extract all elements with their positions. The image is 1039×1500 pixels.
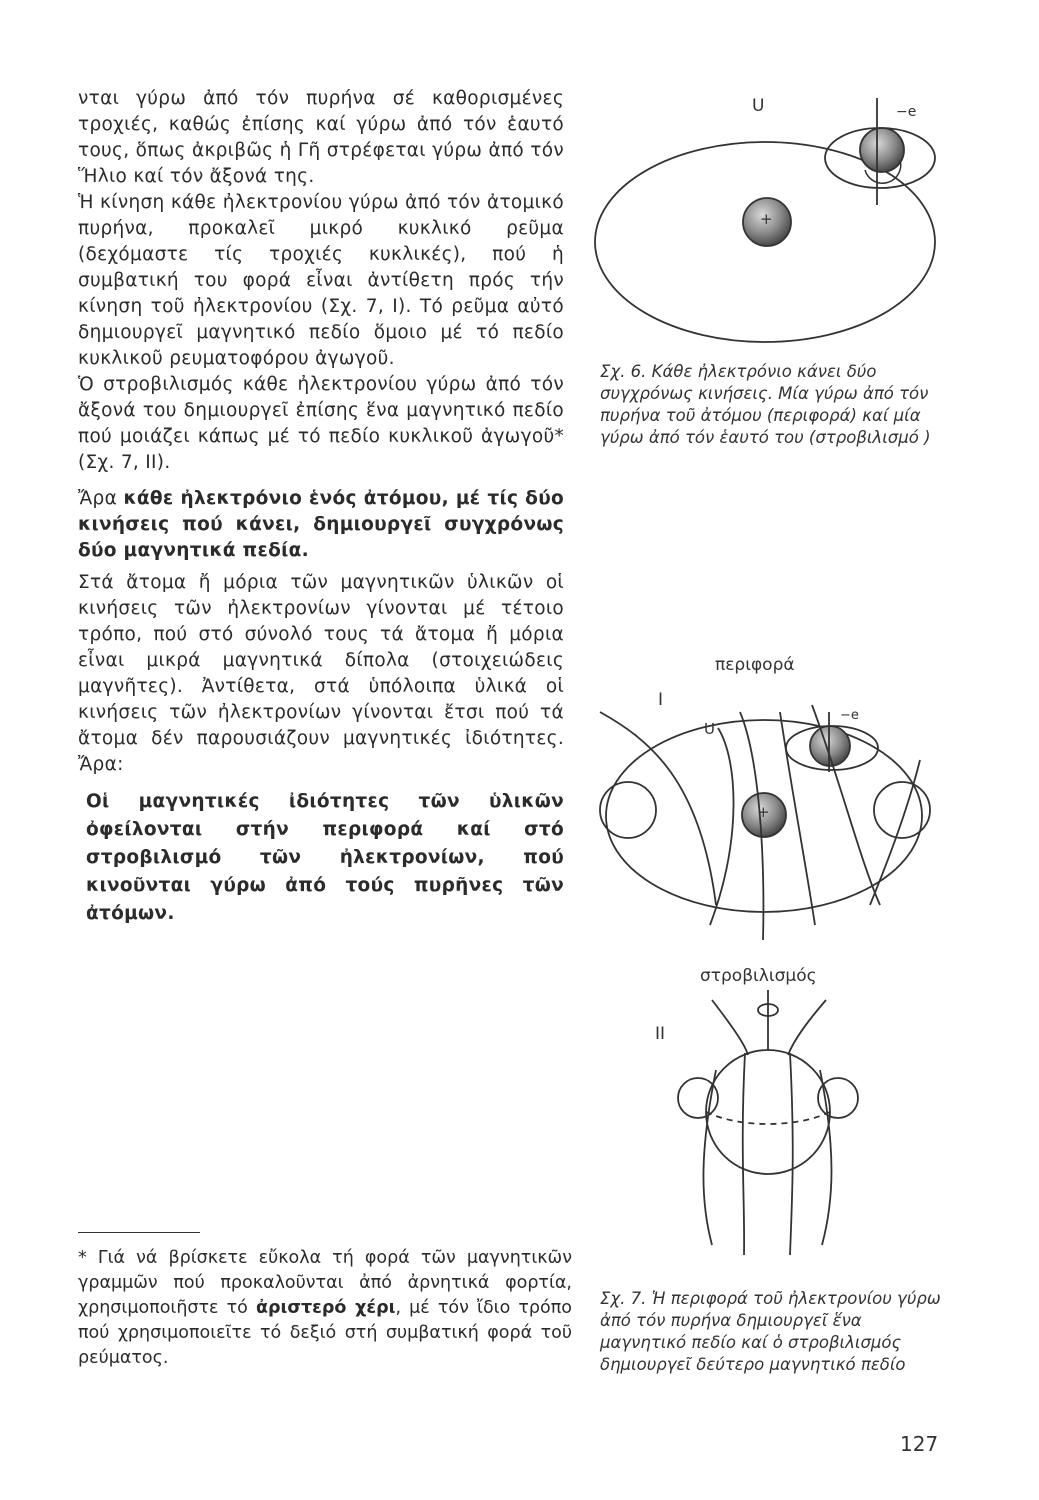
left-loop (678, 1078, 718, 1118)
emphasis-1-prefix: Ἄρα (78, 488, 124, 509)
field-line (820, 1070, 832, 1245)
emphasis-paragraph-2: Οἱ μαγνητικές ἰδιότητες τῶν ὑλικῶν ὀφείλονται στήν περιφορά καί στό στροβιλισμό τῶν ἠλεκτρονίων, πού κινοῦνται γύρω ἀπό τούς πυρῆνες τῶν ἀτόμων. (86, 791, 564, 924)
footnote-text-start: * Γιά νά βρίσκετε εὔκολα τή φορά τῶν μαγνητικῶν γραμμῶν πού προκαλοῦνται ἀπό ἀρνητικά φορτία, χρησιμοποιῆστε τό (78, 1248, 572, 1318)
fig7-roman-1: I (658, 690, 664, 710)
left-loop (600, 782, 656, 838)
paragraph-2: Ἡ κίνηση κάθε ἠλεκτρονίου γύρω ἀπό τόν ἀτομικό πυρήνα, προκαλεῖ μικρό κυκλικό ρεῦμα (δεχόμαστε τίς τροχιές κυκλικές), πού ἡ συμβατική του φορά εἶναι ἀντίθετη πρός τήν κίνηση τοῦ ἠλεκτρονίου (Σχ. 7, I). Τό ρεῦμα αὐτό δημιουργεῖ μαγνητικό πεδίο ὅμοιο μέ τό πεδίο κυκλικοῦ ρευματοφόρου ἀγωγοῦ. (78, 192, 564, 369)
fig7-title-spin: στροβιλισμός (700, 966, 817, 986)
paragraph-4: Στά ἄτομα ἤ μόρια τῶν μαγνητικῶν ὑλικῶν οἱ κινήσεις τῶν ἠλεκτρονίων γίνονται μέ τέτοιο τρόπο, πού στό σύνολό τους τά ἄτομα ἤ μόρια εἶναι μικρά μαγνητικά δίπολα (στοιχειώδεις μαγνῆτες). Ἀντίθετα, στά ὑπόλοιπα ὑλικά οἱ κινήσεις τῶν ἠλεκτρονίων γίνονται ἔτσι πού τά ἄτομα δέν παρουσιάζουν μαγνητικές ἰδιότητες. Ἄρα: (78, 572, 564, 775)
footnote-text-end: , μέ τόν ἴδιο τρόπο πού χρησιμοποιεῖτε τό δεξιό στή συμβατική φορά τοῦ ρεύματος. (78, 1298, 572, 1368)
field-line (703, 1070, 716, 1245)
field-line (788, 1000, 826, 1055)
fig7-caption: Σχ. 7. Ἡ περιφορά τοῦ ἠλεκτρονίου γύρω ἀπό τόν πυρήνα δημιουργεῖ ἕνα μαγνητικό πεδίο καί ὁ στροβιλισμός δημιουργεῖ δεύτερο μαγνητικό πεδίο (600, 1289, 941, 1374)
fig6-nucleus-sign: + (760, 210, 773, 228)
page-number: 127 (900, 1432, 939, 1456)
right-loop (818, 1078, 858, 1118)
electron (810, 726, 850, 766)
fig7-label-e: −e (840, 708, 859, 723)
field-line (600, 712, 716, 905)
fig7-label-u: U (704, 720, 715, 738)
field-line (743, 1053, 745, 1255)
field-line (790, 1053, 793, 1255)
fig7-roman-2: II (655, 1024, 666, 1044)
equator-dashed (706, 1112, 830, 1124)
fig6-label-u: U (752, 96, 765, 116)
fig6-label-e: −e (896, 104, 917, 120)
fig7-title-revolution: περιφορά (715, 655, 795, 675)
paragraph-1: νται γύρω ἀπό τόν πυρήνα σέ καθορισμένες τροχιές, καθώς ἐπίσης καί γύρω ἀπό τόν ἑαυτό τους, ὅπως ἀκριβῶς ἡ Γῆ στρέφεται γύρω ἀπό τόν Ἥλιο καί τόν ἄξονά της. (78, 88, 564, 187)
paragraph-3: Ὁ στροβιλισμός κάθε ἠλεκτρονίου γύρω ἀπό τόν ἄξονά του δημιουργεῖ ἐπίσης ἕνα μαγνητικό πεδίο πού μοιάζει κάπως μέ τό πεδίο κυκλικοῦ ἀγωγοῦ* (Σχ. 7, II). (78, 374, 564, 473)
field-line (712, 1000, 748, 1055)
electron (860, 128, 904, 172)
field-line (710, 728, 734, 925)
emphasis-1-bold: κάθε ἠλεκτρόνιο ἑνός ἀτόμου, μέ τίς δύο κινήσεις πού κάνει, δημιουργεῖ συγχρόνως δύο μαγνητικά πεδία. (78, 488, 564, 561)
figure-7-spin (678, 990, 858, 1255)
fig7-nucleus-sign: + (757, 803, 770, 821)
footnote-bold: ἀριστερό χέρι (256, 1298, 396, 1318)
fig6-caption: Σχ. 6. Κάθε ἠλεκτρόνιο κάνει δύο συγχρόνως κινήσεις. Μία γύρω ἀπό τόν πυρήνα τοῦ ἀτόμου (περιφορά) καί μία γύρω ἀπό τόν ἑαυτό του (στροβιλισμό ) (600, 362, 931, 447)
spinning-electron (706, 1050, 830, 1174)
figure-7-revolution (600, 705, 930, 940)
